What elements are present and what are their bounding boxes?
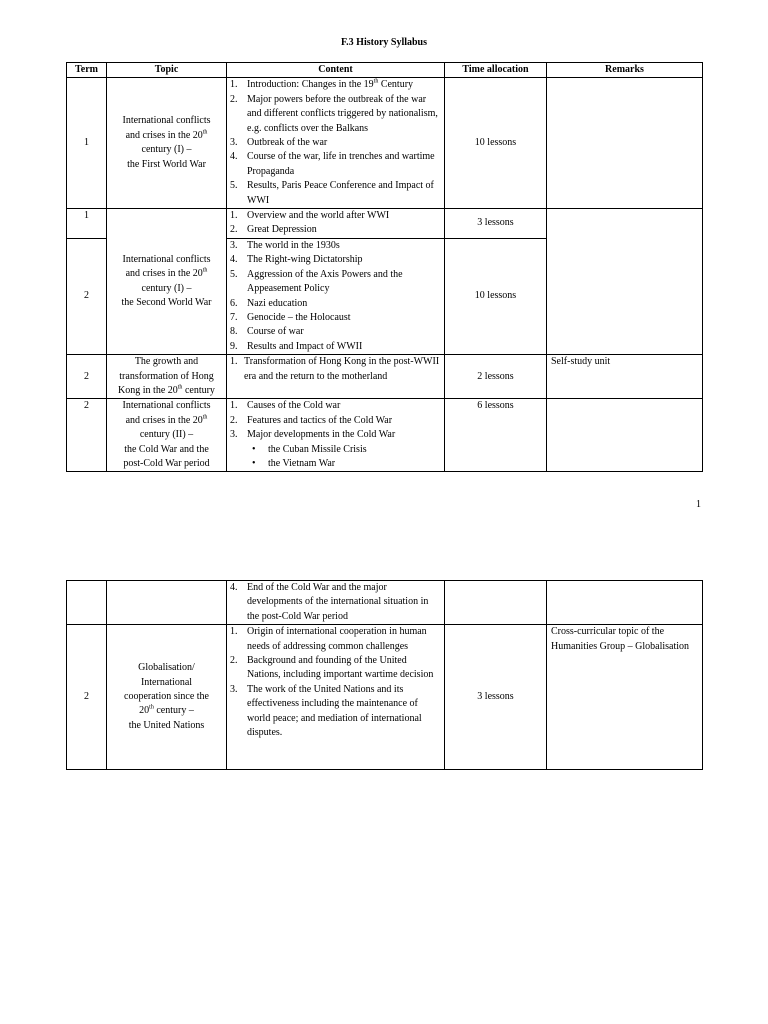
header-remarks: Remarks <box>547 63 703 78</box>
content-cell <box>227 355 445 399</box>
remarks-cell <box>547 209 703 355</box>
topic-cell: International conflicts and crises in the 20th century (II) – the Cold War and the post-Cold War period <box>107 399 227 472</box>
table-row <box>67 209 703 239</box>
content-cell <box>227 581 445 625</box>
term-cell: 2 <box>67 355 107 399</box>
topic-cell: The growth and transformation of Hong Kong in the 20th century <box>107 355 227 399</box>
list-item: 4. The Right-wing Dictatorship <box>230 254 363 266</box>
bullet-item: • the Vietnam War <box>230 457 442 471</box>
list-item: 6. Nazi education <box>230 297 308 309</box>
list-item: 9. Results and Impact of WWII <box>230 340 363 352</box>
list-item: 3. Major developments in the Cold War <box>230 429 396 441</box>
header-row <box>67 63 703 78</box>
list-item: 3. The work of the United Nations and its effectiveness including the maintenance of world peace; and mediation of international disputes. <box>230 683 422 739</box>
list-item: 3. Outbreak of the war <box>230 137 328 149</box>
table-row <box>67 355 703 399</box>
list-item: 4. End of the Cold War and the major developments of the international situation in the post-Cold War period <box>230 582 429 622</box>
content-cell <box>227 399 445 472</box>
document-title: F.3 History Syllabus <box>340 37 428 48</box>
time-cell: 6 lessons <box>445 399 547 472</box>
list-item: 2. Background and founding of the United Nations, including important wartime decision <box>230 655 434 681</box>
table-row <box>67 399 703 472</box>
table-row <box>67 625 703 770</box>
list-item: 1. Causes of the Cold war <box>230 400 341 412</box>
header-content: Content <box>227 63 445 78</box>
term-cell <box>67 581 107 625</box>
time-cell: 10 lessons <box>445 78 547 209</box>
list-item: 1. Transformation of Hong Kong in the post-WWII era and the return to the motherland <box>230 356 440 382</box>
header-time-allocation: Time allocation <box>445 63 547 78</box>
bullet-item: • the Cuban Missile Crisis <box>230 443 442 457</box>
time-cell <box>445 581 547 625</box>
remarks-cell <box>547 581 703 625</box>
remarks-cell: Self-study unit <box>547 355 703 399</box>
list-item: 2. Features and tactics of the Cold War <box>230 414 393 426</box>
content-cell <box>227 625 445 770</box>
topic-cell: International conflicts and crises in the 20th century (I) – the Second World War <box>107 209 227 355</box>
term-cell: 2 <box>67 238 107 354</box>
time-cell: 10 lessons <box>445 238 547 354</box>
list-item: 2. Major powers before the outbreak of the war and different conflicts triggered by nationalism, e.g. conflicts over the Balkans <box>230 93 438 134</box>
time-cell: 3 lessons <box>445 625 547 770</box>
syllabus-table-continued <box>66 580 703 770</box>
term-cell: 1 <box>67 78 107 209</box>
syllabus-table <box>66 62 703 472</box>
list-item: 1. Introduction: Changes in the 19th Century <box>230 79 414 91</box>
list-item: 8. Course of war <box>230 326 304 338</box>
content-cell <box>227 78 445 209</box>
time-cell: 2 lessons <box>445 355 547 399</box>
list-item: 5. Aggression of the Axis Powers and the Appeasement Policy <box>230 268 403 295</box>
content-cell <box>227 209 445 239</box>
list-item: 2. Great Depression <box>230 224 317 236</box>
time-cell: 3 lessons <box>445 209 547 239</box>
bullet-icon: • <box>252 443 256 455</box>
header-term: Term <box>67 63 107 78</box>
term-cell: 2 <box>67 625 107 770</box>
list-item: 5. Results, Paris Peace Conference and Impact of WWI <box>230 180 434 206</box>
content-cell <box>227 238 445 354</box>
page-number: 1 <box>696 499 701 510</box>
list-item: 3. The world in the 1930s <box>230 239 340 251</box>
remarks-cell: Cross-curricular topic of the Humanities Group – Globalisation <box>547 625 703 770</box>
table-row <box>67 78 703 209</box>
list-item: 1. Overview and the world after WWI <box>230 210 390 222</box>
topic-cell <box>107 581 227 625</box>
term-cell: 2 <box>67 399 107 472</box>
topic-cell: International conflicts and crises in the 20th century (I) – the First World War <box>107 78 227 209</box>
remarks-cell <box>547 399 703 472</box>
topic-cell: Globalisation/ International cooperation since the 20th century – the United Nations <box>107 625 227 770</box>
term-cell: 1 <box>67 209 107 239</box>
list-item: 7. Genocide – the Holocaust <box>230 311 351 323</box>
table-row <box>67 581 703 625</box>
list-item: 4. Course of the war, life in trenches and wartime Propaganda <box>230 151 435 177</box>
list-item: 1. Origin of international cooperation in human needs of addressing common challenges <box>230 626 427 652</box>
header-topic: Topic <box>107 63 227 78</box>
bullet-icon: • <box>252 457 256 469</box>
remarks-cell <box>547 78 703 209</box>
